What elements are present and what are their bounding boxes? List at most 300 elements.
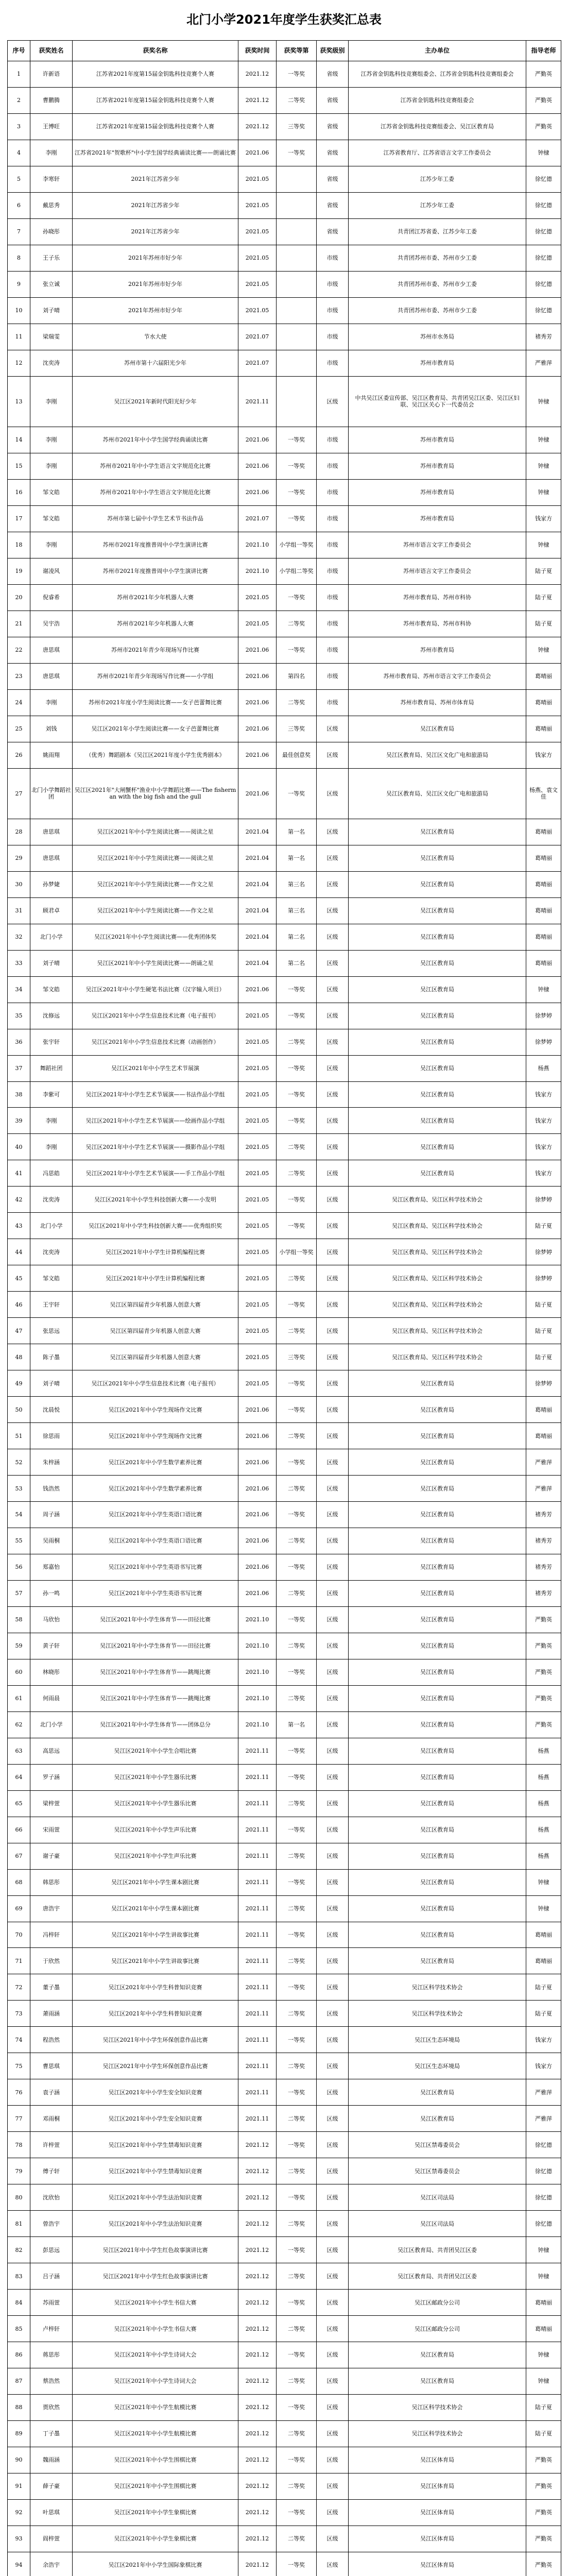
cell-teacher: 葛晴丽 xyxy=(526,845,561,871)
cell-award: 苏州市2021年少年机器人大赛 xyxy=(73,584,238,611)
cell-organizer: 吴江区教育局 xyxy=(349,1003,526,1029)
cell-level: 区级 xyxy=(317,1108,349,1134)
cell-grade: 一等奖 xyxy=(277,584,317,611)
cell-level: 区级 xyxy=(317,1239,349,1265)
cell-date: 2021.12 xyxy=(238,2473,277,2499)
cell-award: 吴江区2021年中小学生声乐比赛 xyxy=(73,1843,238,1869)
cell-grade: 二等奖 xyxy=(277,2263,317,2290)
cell-teacher: 褚秀芳 xyxy=(526,1528,561,1554)
cell-index: 82 xyxy=(8,2237,30,2263)
table-row xyxy=(8,1187,561,1213)
cell-grade: 二等奖 xyxy=(277,1318,317,1344)
cell-award: 吴江区2021年中小学生艺术节展演——书法作品小学组 xyxy=(73,1081,238,1108)
cell-organizer: 吴江区教育局 xyxy=(349,1948,526,1974)
cell-date: 2021.05 xyxy=(238,271,277,297)
cell-index: 66 xyxy=(8,1817,30,1843)
cell-date: 2021.12 xyxy=(238,2184,277,2211)
cell-teacher: 钟棣 xyxy=(526,532,561,558)
cell-date: 2021.06 xyxy=(238,663,277,689)
cell-teacher: 钟棣 xyxy=(526,1895,561,1922)
cell-organizer: 江苏少年工委 xyxy=(349,192,526,218)
cell-index: 54 xyxy=(8,1502,30,1528)
cell-date: 2021.12 xyxy=(238,113,277,140)
cell-grade: 二等奖 xyxy=(277,1528,317,1554)
cell-date: 2021.11 xyxy=(238,1922,277,1948)
table-row xyxy=(8,1292,561,1318)
cell-award: 吴江区2021年中小学生书信大赛 xyxy=(73,2290,238,2316)
table-row xyxy=(8,819,561,845)
cell-level: 区级 xyxy=(317,2158,349,2184)
cell-level: 区级 xyxy=(317,2526,349,2552)
cell-teacher: 徐梦婷 xyxy=(526,1265,561,1292)
cell-index: 83 xyxy=(8,2263,30,2290)
cell-index: 77 xyxy=(8,2106,30,2132)
cell-level: 市级 xyxy=(317,663,349,689)
cell-index: 63 xyxy=(8,1738,30,1764)
cell-organizer: 吴江区教育局、吴江区科学技术协会 xyxy=(349,1239,526,1265)
cell-grade: 第四名 xyxy=(277,663,317,689)
cell-grade: 一等奖 xyxy=(277,1817,317,1843)
cell-date: 2021.05 xyxy=(238,192,277,218)
cell-date: 2021.05 xyxy=(238,1213,277,1239)
cell-index: 85 xyxy=(8,2316,30,2342)
cell-award: 吴江区2021年中小学生英语书写比赛 xyxy=(73,1580,238,1606)
table-row xyxy=(8,768,561,819)
cell-level: 区级 xyxy=(317,897,349,924)
table-row xyxy=(8,1055,561,1081)
cell-name: 董子墨 xyxy=(30,1974,73,2001)
cell-level: 区级 xyxy=(317,2106,349,2132)
cell-organizer: 吴江区教育局、共青团吴江区委 xyxy=(349,2237,526,2263)
table-row xyxy=(8,1974,561,2001)
cell-organizer: 吴江区司法局 xyxy=(349,2211,526,2237)
cell-date: 2021.11 xyxy=(238,1790,277,1817)
cell-name: 梁瑞雯 xyxy=(30,324,73,350)
cell-name: 北门小学 xyxy=(30,1711,73,1738)
table-row xyxy=(8,1711,561,1738)
cell-level: 区级 xyxy=(317,2473,349,2499)
cell-date: 2021.04 xyxy=(238,845,277,871)
table-row xyxy=(8,1764,561,1790)
cell-award: 2021年苏州市好少年 xyxy=(73,245,238,271)
cell-index: 52 xyxy=(8,1449,30,1476)
table-row xyxy=(8,427,561,453)
cell-teacher: 严勤英 xyxy=(526,61,561,88)
cell-grade: 二等奖 xyxy=(277,2106,317,2132)
table-row xyxy=(8,1344,561,1370)
table-row xyxy=(8,689,561,716)
cell-index: 60 xyxy=(8,1659,30,1685)
cell-level: 区级 xyxy=(317,1423,349,1449)
cell-grade: 一等奖 xyxy=(277,976,317,1003)
cell-name: 唐思琪 xyxy=(30,819,73,845)
cell-organizer: 吴江区邮政分公司 xyxy=(349,2316,526,2342)
cell-teacher: 葛晴丽 xyxy=(526,1423,561,1449)
cell-name: 北门小学 xyxy=(30,1213,73,1239)
cell-date: 2021.06 xyxy=(238,1476,277,1502)
cell-teacher: 葛晴丽 xyxy=(526,871,561,897)
cell-teacher: 褚秀芳 xyxy=(526,1554,561,1580)
cell-award: 苏州市2021年青少年现场写作比赛——小学组 xyxy=(73,663,238,689)
cell-teacher: 葛晴丽 xyxy=(526,924,561,950)
cell-award: 吴江区2021年中小学生课本剧比赛 xyxy=(73,1869,238,1895)
cell-level: 区级 xyxy=(317,1318,349,1344)
cell-organizer: 吴江区教育局 xyxy=(349,1895,526,1922)
table-row xyxy=(8,924,561,950)
table-row xyxy=(8,140,561,166)
cell-index: 80 xyxy=(8,2184,30,2211)
cell-level: 市级 xyxy=(317,689,349,716)
table-row xyxy=(8,1265,561,1292)
cell-index: 1 xyxy=(8,61,30,88)
cell-date: 2021.12 xyxy=(238,2158,277,2184)
header-cell: 主办单位 xyxy=(349,41,526,61)
cell-index: 59 xyxy=(8,1633,30,1659)
table-row xyxy=(8,1659,561,1685)
cell-date: 2021.11 xyxy=(238,2079,277,2106)
cell-level: 区级 xyxy=(317,950,349,976)
cell-organizer: 吴江区科学技术协会 xyxy=(349,1974,526,2001)
cell-name: 叶思琪 xyxy=(30,2499,73,2526)
table-row xyxy=(8,2001,561,2027)
cell-grade: 三等奖 xyxy=(277,716,317,742)
cell-grade xyxy=(277,166,317,192)
cell-level: 省级 xyxy=(317,113,349,140)
cell-organizer: 吴江区教育局 xyxy=(349,1711,526,1738)
cell-award: 吴江区2021年中小学生科普知识竞赛 xyxy=(73,1974,238,2001)
cell-grade: 二等奖 xyxy=(277,2316,317,2342)
table-row xyxy=(8,1370,561,1397)
cell-index: 92 xyxy=(8,2499,30,2526)
cell-award: 吴江区2021年中小学生围棋比赛 xyxy=(73,2473,238,2499)
cell-index: 53 xyxy=(8,1476,30,1502)
cell-organizer: 吴江区教育局、吴江区文化广电和旅游局 xyxy=(349,768,526,819)
cell-grade: 二等奖 xyxy=(277,2001,317,2027)
cell-date: 2021.06 xyxy=(238,1502,277,1528)
cell-name: 马欣怡 xyxy=(30,1606,73,1633)
cell-teacher: 杨燕 xyxy=(526,1843,561,1869)
cell-level: 区级 xyxy=(317,716,349,742)
cell-name: 林晓彤 xyxy=(30,1659,73,1685)
cell-award: 吴江区2021年中小学生阅读比赛——阅读之星 xyxy=(73,819,238,845)
cell-index: 55 xyxy=(8,1528,30,1554)
cell-organizer: 吴江区教育局 xyxy=(349,1528,526,1554)
cell-index: 64 xyxy=(8,1764,30,1790)
cell-grade: 一等奖 xyxy=(277,1055,317,1081)
cell-organizer: 吴江区教育局 xyxy=(349,1502,526,1528)
table-row xyxy=(8,2027,561,2053)
cell-index: 36 xyxy=(8,1029,30,1055)
cell-award: 吴江区2021年中小学生书信大赛 xyxy=(73,2316,238,2342)
cell-award: 吴江区2021年中小学生科技创新大赛——小发明 xyxy=(73,1187,238,1213)
cell-teacher: 葛晴丽 xyxy=(526,1922,561,1948)
cell-award: 吴江区2021年新时代阳光好少年 xyxy=(73,376,238,427)
cell-name: 沈奕涛 xyxy=(30,1187,73,1213)
cell-teacher: 葛晴丽 xyxy=(526,716,561,742)
cell-date: 2021.04 xyxy=(238,897,277,924)
cell-date: 2021.05 xyxy=(238,1055,277,1081)
cell-index: 9 xyxy=(8,271,30,297)
cell-name: 魏雨涵 xyxy=(30,2447,73,2473)
cell-award: 吴江区2021年中小学生器乐比赛 xyxy=(73,1790,238,1817)
cell-date: 2021.11 xyxy=(238,1764,277,1790)
cell-award: 吴江区2021年中小学生阅读比赛——朗诵之星 xyxy=(73,950,238,976)
cell-organizer: 吴江区教育局 xyxy=(349,1738,526,1764)
cell-award: 苏州市2021年中小学生语言文字规范化比赛 xyxy=(73,453,238,479)
cell-name: 谢子豪 xyxy=(30,1843,73,1869)
cell-index: 19 xyxy=(8,558,30,584)
cell-grade: 第一名 xyxy=(277,1711,317,1738)
cell-name: 郑嘉怡 xyxy=(30,1554,73,1580)
header-cell: 获奖名称 xyxy=(73,41,238,61)
table-row xyxy=(8,2158,561,2184)
table-row xyxy=(8,324,561,350)
cell-award: 苏州市2021年度小学生阅读比赛——女子芭蕾舞比赛 xyxy=(73,689,238,716)
cell-name: 冯思皓 xyxy=(30,1160,73,1187)
cell-date: 2021.06 xyxy=(238,768,277,819)
cell-grade: 二等奖 xyxy=(277,2158,317,2184)
cell-level: 区级 xyxy=(317,2368,349,2394)
cell-index: 57 xyxy=(8,1580,30,1606)
table-row xyxy=(8,1423,561,1449)
cell-grade: 小学组一等奖 xyxy=(277,1239,317,1265)
table-row xyxy=(8,2263,561,2290)
cell-organizer: 吴江区教育局、吴江区科学技术协会 xyxy=(349,1344,526,1370)
cell-grade: 二等奖 xyxy=(277,1685,317,1711)
cell-organizer: 吴江区教育局、共青团吴江区委 xyxy=(349,2263,526,2290)
cell-level: 区级 xyxy=(317,1370,349,1397)
cell-date: 2021.10 xyxy=(238,1659,277,1685)
cell-award: 2021年江苏省少年 xyxy=(73,192,238,218)
cell-date: 2021.04 xyxy=(238,819,277,845)
cell-award: 吴江区2021年中小学生艺术节展演——手工作品小学组 xyxy=(73,1160,238,1187)
cell-name: 沈奕涛 xyxy=(30,1239,73,1265)
cell-teacher: 陆子夏 xyxy=(526,1974,561,2001)
cell-level: 区级 xyxy=(317,1869,349,1895)
cell-index: 4 xyxy=(8,140,30,166)
cell-level: 市级 xyxy=(317,558,349,584)
cell-award: 吴江区2021年中小学生体育节——跳绳比赛 xyxy=(73,1659,238,1685)
cell-level: 区级 xyxy=(317,2027,349,2053)
table-row xyxy=(8,2290,561,2316)
cell-index: 50 xyxy=(8,1397,30,1423)
cell-level: 区级 xyxy=(317,2001,349,2027)
cell-organizer: 吴江区科学技术协会 xyxy=(349,2001,526,2027)
cell-name: 北门小学舞蹈社团 xyxy=(30,768,73,819)
cell-name: 孙晓彤 xyxy=(30,218,73,245)
cell-teacher: 严雅萍 xyxy=(526,350,561,376)
cell-index: 62 xyxy=(8,1711,30,1738)
cell-level: 区级 xyxy=(317,1843,349,1869)
cell-award: 苏州市2021年中小学生国学经典诵读比赛 xyxy=(73,427,238,453)
cell-index: 27 xyxy=(8,768,30,819)
cell-organizer: 吴江区教育局 xyxy=(349,976,526,1003)
cell-level: 市级 xyxy=(317,505,349,532)
table-row xyxy=(8,166,561,192)
table-row xyxy=(8,1554,561,1580)
cell-date: 2021.05 xyxy=(238,1160,277,1187)
cell-grade: 二等奖 xyxy=(277,87,317,113)
cell-name: 程浩然 xyxy=(30,2027,73,2053)
cell-organizer: 吴江区教育局 xyxy=(349,819,526,845)
cell-level: 区级 xyxy=(317,1895,349,1922)
cell-award: 吴江区2021年中小学生计算机编程比赛 xyxy=(73,1239,238,1265)
cell-teacher: 陆子夏 xyxy=(526,1344,561,1370)
cell-teacher: 钟棣 xyxy=(526,2263,561,2290)
cell-grade: 一等奖 xyxy=(277,2184,317,2211)
cell-organizer: 江苏省金钥匙科技竞赛组委会 xyxy=(349,87,526,113)
cell-organizer: 吴江区教育局 xyxy=(349,1869,526,1895)
cell-award: 吴江区2021年中小学生现场作文比赛 xyxy=(73,1397,238,1423)
cell-name: 张立诚 xyxy=(30,271,73,297)
table-row xyxy=(8,271,561,297)
cell-grade: 一等奖 xyxy=(277,2132,317,2158)
cell-teacher: 杨燕、袁文佳 xyxy=(526,768,561,819)
cell-organizer: 吴江区教育局 xyxy=(349,716,526,742)
cell-award: 吴江区2021年中小学生英语书写比赛 xyxy=(73,1554,238,1580)
cell-organizer: 吴江区教育局 xyxy=(349,1108,526,1134)
cell-level: 区级 xyxy=(317,1790,349,1817)
cell-teacher: 葛晴丽 xyxy=(526,1948,561,1974)
cell-level: 市级 xyxy=(317,611,349,637)
cell-date: 2021.11 xyxy=(238,1974,277,2001)
cell-name: 卢梓轩 xyxy=(30,2316,73,2342)
cell-teacher: 褚秀芳 xyxy=(526,324,561,350)
cell-date: 2021.12 xyxy=(238,2237,277,2263)
cell-date: 2021.06 xyxy=(238,1528,277,1554)
cell-organizer: 吴江区体育局 xyxy=(349,2447,526,2473)
cell-date: 2021.05 xyxy=(238,611,277,637)
table-row xyxy=(8,532,561,558)
header-cell: 序号 xyxy=(8,41,30,61)
cell-award: 吴江区2021年中小学生诗词大会 xyxy=(73,2368,238,2394)
cell-name: 谢凌风 xyxy=(30,558,73,584)
cell-level: 市级 xyxy=(317,453,349,479)
cell-level: 区级 xyxy=(317,1292,349,1318)
table-row xyxy=(8,2420,561,2447)
cell-teacher: 严勤英 xyxy=(526,87,561,113)
cell-name: 周子涵 xyxy=(30,1502,73,1528)
cell-level: 区级 xyxy=(317,1213,349,1239)
cell-organizer: 吴江区体育局 xyxy=(349,2526,526,2552)
cell-organizer: 吴江区教育局 xyxy=(349,2368,526,2394)
cell-grade: 一等奖 xyxy=(277,2342,317,2368)
cell-award: 吴江区第四届青少年机器人创意大赛 xyxy=(73,1292,238,1318)
cell-teacher: 杨燕 xyxy=(526,1764,561,1790)
cell-index: 51 xyxy=(8,1423,30,1449)
cell-organizer: 吴江区体育局 xyxy=(349,2499,526,2526)
cell-level: 省级 xyxy=(317,61,349,88)
cell-organizer: 吴江区教育局、吴江区科学技术协会 xyxy=(349,1187,526,1213)
cell-grade: 二等奖 xyxy=(277,1476,317,1502)
cell-grade: 二等奖 xyxy=(277,1843,317,1869)
cell-name: 王子乐 xyxy=(30,245,73,271)
cell-name: 沈晨悦 xyxy=(30,1397,73,1423)
cell-award: 吴江区2021年中小学生艺术节展演——绘画作品小学组 xyxy=(73,1108,238,1134)
cell-index: 72 xyxy=(8,1974,30,2001)
cell-level: 区级 xyxy=(317,2132,349,2158)
table-row xyxy=(8,479,561,505)
cell-award: 吴江区2021年中小学生航模比赛 xyxy=(73,2420,238,2447)
cell-organizer: 吴江区科学技术协会 xyxy=(349,2394,526,2420)
cell-award: 苏州市2021年度推普周中小学生演讲比赛 xyxy=(73,532,238,558)
cell-index: 75 xyxy=(8,2053,30,2079)
table-row xyxy=(8,1397,561,1423)
cell-teacher: 徐梦婷 xyxy=(526,1029,561,1055)
cell-index: 28 xyxy=(8,819,30,845)
cell-level: 区级 xyxy=(317,1685,349,1711)
cell-level: 省级 xyxy=(317,166,349,192)
cell-teacher: 徐忆德 xyxy=(526,192,561,218)
cell-level: 区级 xyxy=(317,1580,349,1606)
cell-index: 58 xyxy=(8,1606,30,1633)
cell-index: 31 xyxy=(8,897,30,924)
cell-name: 吴雨桐 xyxy=(30,1528,73,1554)
cell-teacher: 褚秀芳 xyxy=(526,1580,561,1606)
cell-teacher: 钟棣 xyxy=(526,479,561,505)
cell-name: 李刚 xyxy=(30,689,73,716)
cell-level: 区级 xyxy=(317,1633,349,1659)
cell-grade: 一等奖 xyxy=(277,1213,317,1239)
cell-organizer: 吴江区教育局 xyxy=(349,871,526,897)
cell-grade: 一等奖 xyxy=(277,505,317,532)
cell-name: 孙梦婕 xyxy=(30,871,73,897)
cell-organizer: 吴江区教育局 xyxy=(349,1817,526,1843)
cell-grade: 一等奖 xyxy=(277,1397,317,1423)
cell-date: 2021.12 xyxy=(238,2526,277,2552)
cell-teacher: 葛晴丽 xyxy=(526,2290,561,2316)
cell-index: 14 xyxy=(8,427,30,453)
cell-level: 区级 xyxy=(317,1449,349,1476)
cell-teacher: 陆子夏 xyxy=(526,1318,561,1344)
cell-name: 许新语 xyxy=(30,61,73,88)
awards-table xyxy=(7,40,561,2576)
cell-grade: 一等奖 xyxy=(277,1606,317,1633)
cell-date: 2021.12 xyxy=(238,2499,277,2526)
cell-award: 吴江区2021年中小学生英语口语比赛 xyxy=(73,1502,238,1528)
cell-grade: 最佳创意奖 xyxy=(277,742,317,768)
cell-name: 顾君卓 xyxy=(30,897,73,924)
cell-index: 56 xyxy=(8,1554,30,1580)
table-row xyxy=(8,218,561,245)
cell-organizer: 中共吴江区委宣传部、吴江区教育局、共青团吴江区委、吴江区妇联、吴江区关心下一代委员会 xyxy=(349,376,526,427)
cell-name: 贾欣然 xyxy=(30,2394,73,2420)
cell-name: 李紫可 xyxy=(30,1081,73,1108)
cell-level: 区级 xyxy=(317,1344,349,1370)
cell-grade: 一等奖 xyxy=(277,768,317,819)
cell-teacher: 徐忆德 xyxy=(526,218,561,245)
cell-index: 6 xyxy=(8,192,30,218)
cell-grade: 一等奖 xyxy=(277,2290,317,2316)
cell-index: 84 xyxy=(8,2290,30,2316)
table-row xyxy=(8,2342,561,2368)
cell-index: 39 xyxy=(8,1108,30,1134)
table-row xyxy=(8,297,561,324)
cell-award: 吴江区2021年中小学生科技创新大赛——优秀组织奖 xyxy=(73,1213,238,1239)
cell-grade: 一等奖 xyxy=(277,637,317,663)
cell-award: 2021年苏州市好少年 xyxy=(73,271,238,297)
cell-teacher: 钟棣 xyxy=(526,637,561,663)
cell-level: 市级 xyxy=(317,532,349,558)
cell-date: 2021.06 xyxy=(238,1397,277,1423)
cell-grade: 一等奖 xyxy=(277,61,317,88)
cell-index: 38 xyxy=(8,1081,30,1108)
cell-teacher: 葛晴丽 xyxy=(526,1397,561,1423)
table-row xyxy=(8,2237,561,2263)
cell-teacher: 陆子夏 xyxy=(526,1213,561,1239)
cell-name: 曹鹏腾 xyxy=(30,87,73,113)
cell-organizer: 苏州市教育局 xyxy=(349,637,526,663)
